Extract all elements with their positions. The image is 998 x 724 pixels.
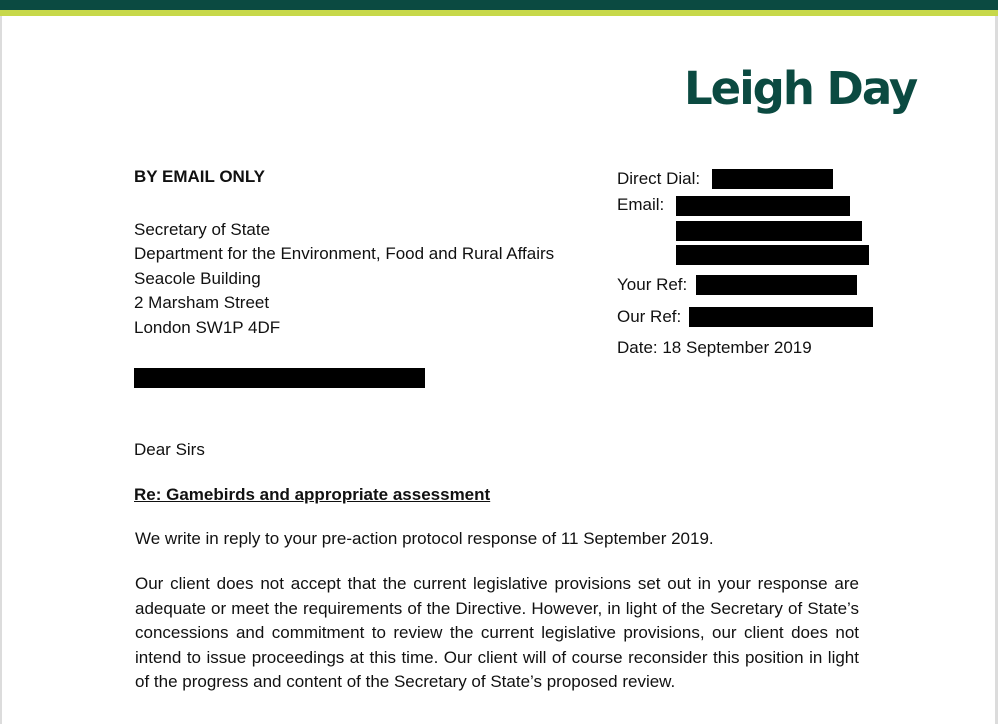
redaction-bar <box>676 196 850 216</box>
direct-dial-label: Direct Dial: <box>617 169 701 188</box>
delivery-method: BY EMAIL ONLY <box>134 167 265 186</box>
redaction-bar <box>712 169 833 189</box>
recipient-line: Secretary of State <box>134 220 271 239</box>
email-label: Email: <box>617 195 665 214</box>
recipient-line: London SW1P 4DF <box>134 318 281 337</box>
firm-logo: Leigh Day <box>684 62 917 115</box>
recipient-line: 2 Marsham Street <box>134 293 270 312</box>
salutation: Dear Sirs <box>134 440 205 459</box>
our-ref-label: Our Ref: <box>617 307 682 326</box>
header-band-dark <box>0 0 998 10</box>
header-band-lime <box>0 10 998 16</box>
redaction-bar <box>676 245 869 265</box>
body-paragraph: We write in reply to your pre-action protocol response of 11 September 2019. <box>135 529 714 548</box>
your-ref-label: Your Ref: <box>617 275 688 294</box>
redaction-bar <box>134 368 425 388</box>
recipient-line: Department for the Environment, Food and Rural Affairs <box>134 244 555 263</box>
subject-line: Re: Gamebirds and appropriate assessment <box>134 485 491 504</box>
redaction-bar <box>696 275 857 295</box>
redaction-bar <box>676 221 862 241</box>
body-paragraph: Our client does not accept that the current legislative provisions set out in your response are adequate or meet the requirements of the Directive. However, in light of the Secretary of State’s concessions and commitment to review the current legislative provisions, our client does not intend to issue proceedings at this time. Our client will of course reconsider this position in light of the progress and content of the Secretary of State’s proposed review. <box>135 574 859 692</box>
page-edge <box>0 16 2 724</box>
redaction-bar <box>689 307 873 327</box>
recipient-line: Seacole Building <box>134 269 261 288</box>
letter-date: Date: 18 September 2019 <box>617 338 812 357</box>
